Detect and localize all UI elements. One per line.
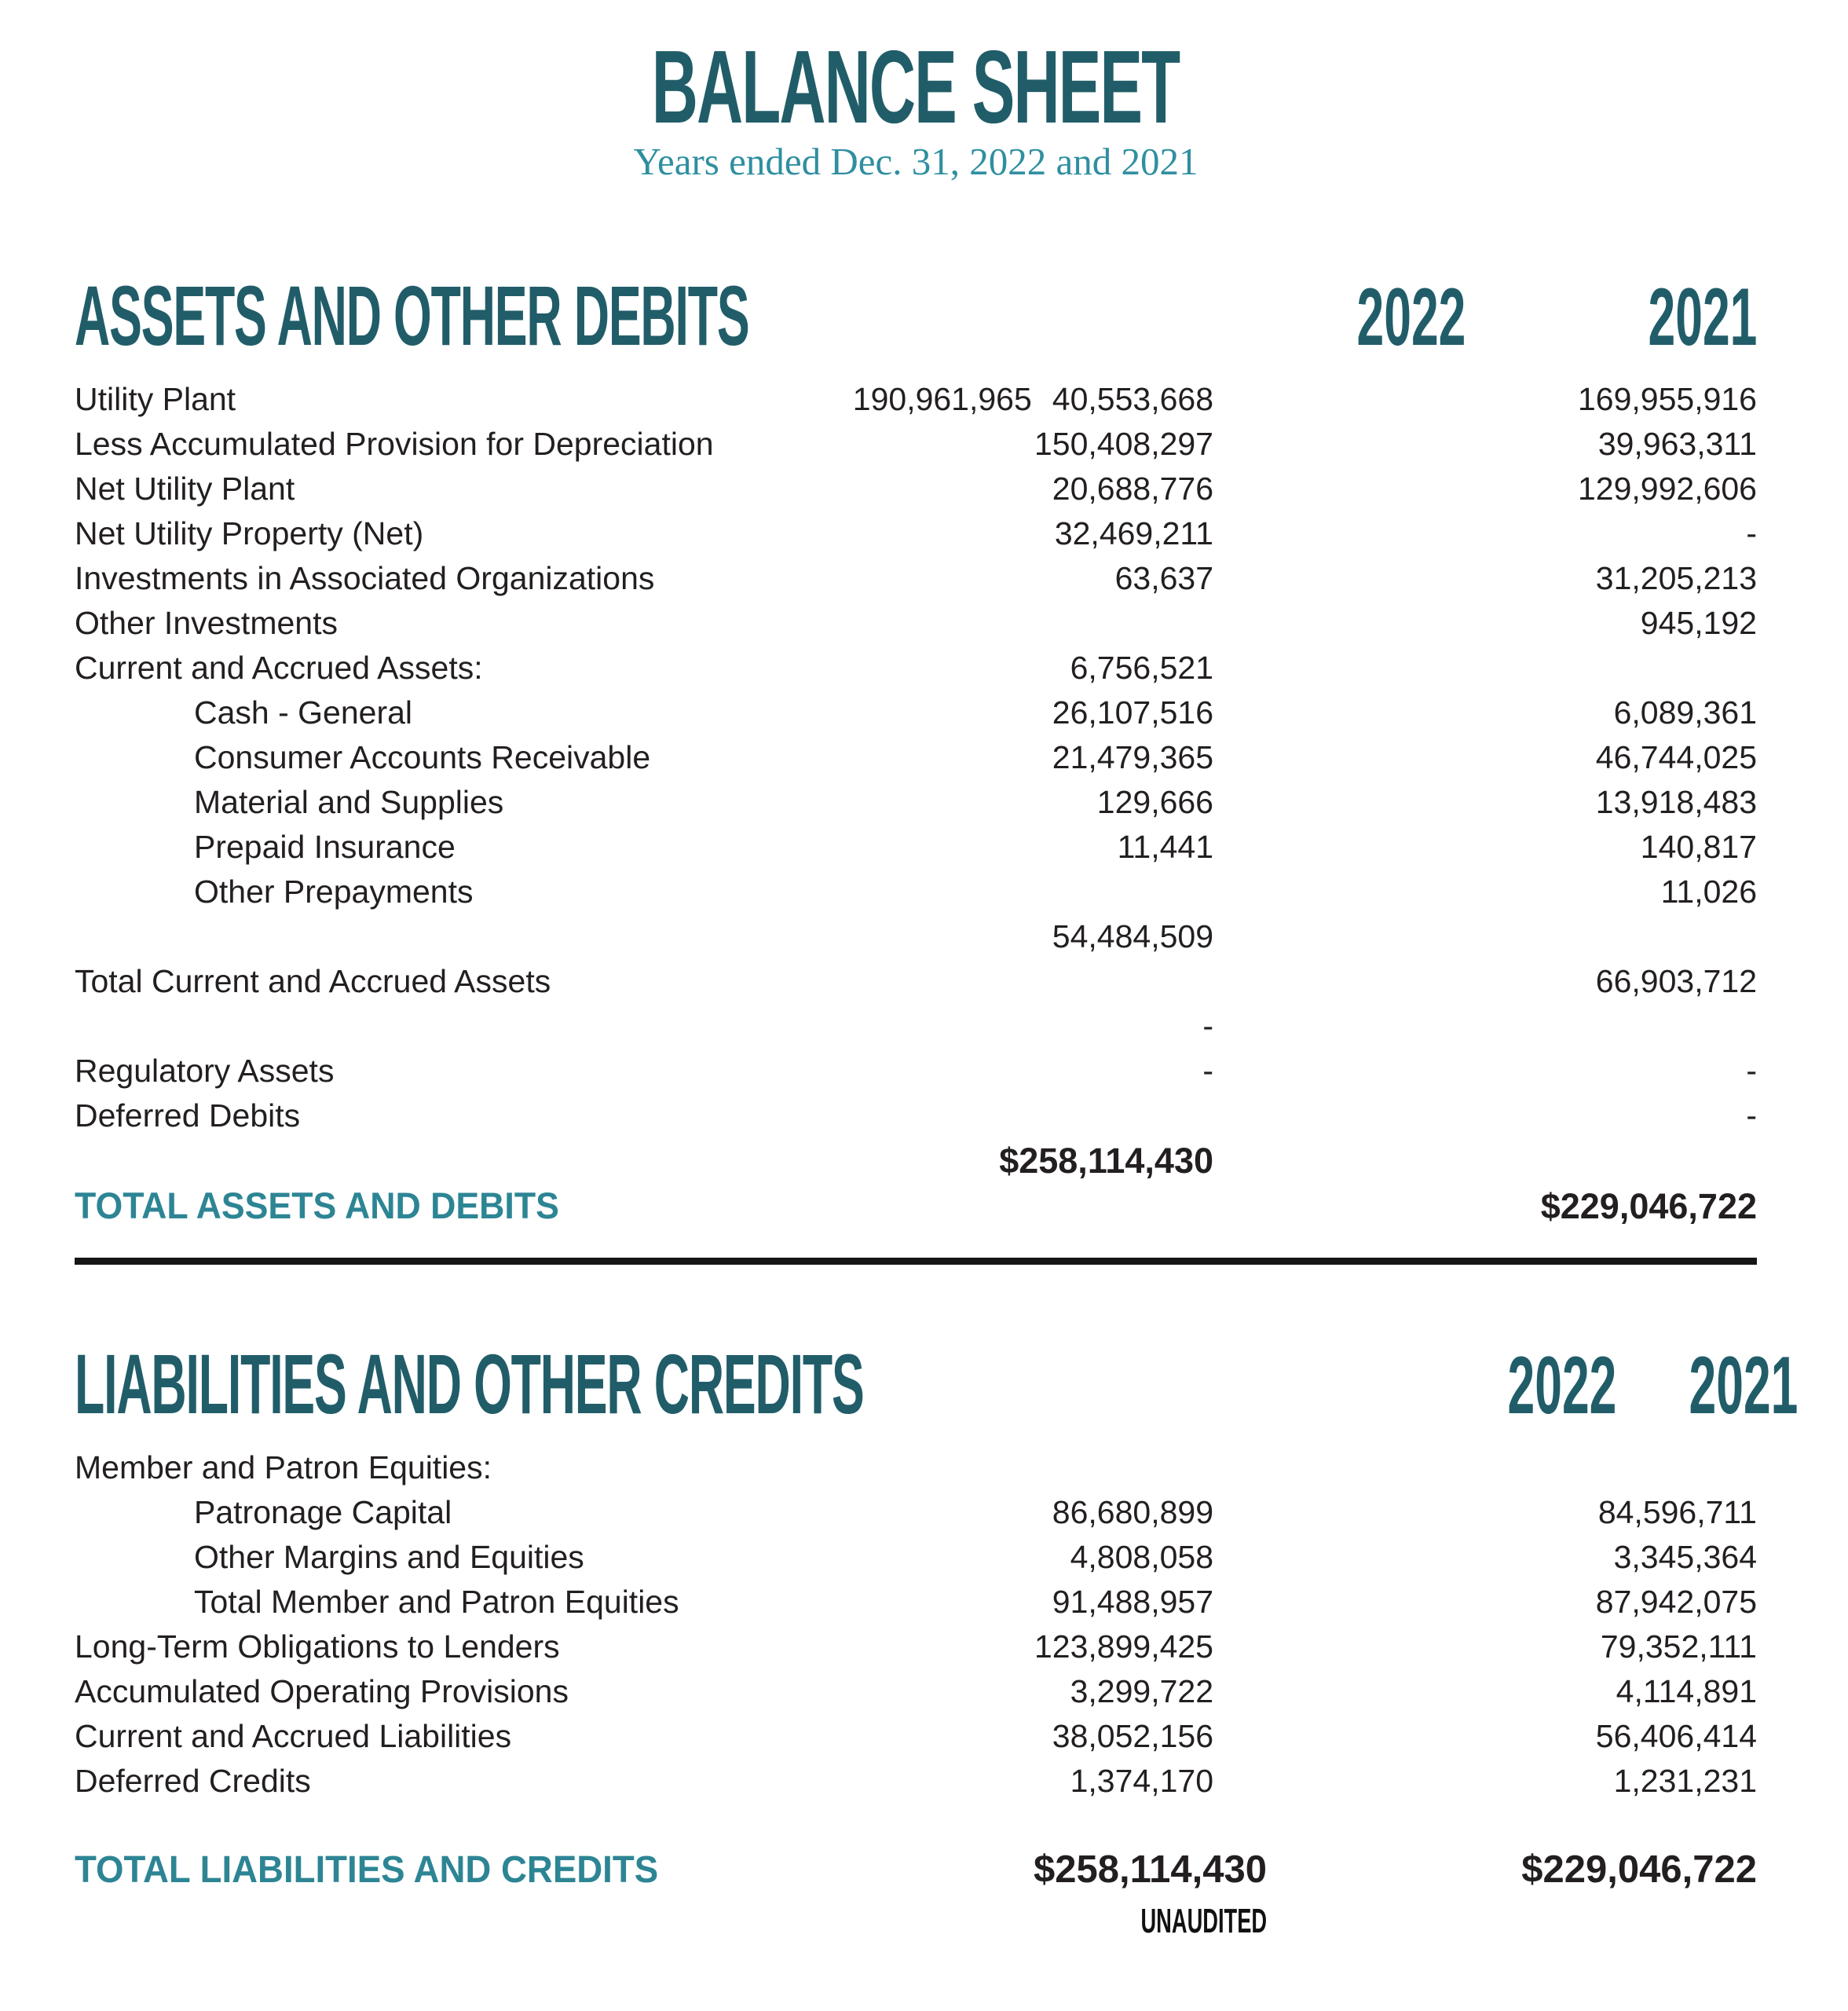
value-2022: 129,666: [1096, 784, 1213, 820]
table-row: [75, 601, 1757, 646]
value-2022: -: [1202, 1053, 1213, 1089]
value-2022-cell: [785, 690, 1213, 735]
value-2021: 6,089,361: [1613, 694, 1757, 731]
value-2022-cell: [785, 1669, 1213, 1714]
value-2022: 1,374,170: [1070, 1763, 1213, 1799]
table-row: [75, 780, 1757, 825]
value-2021-cell: [1213, 1669, 1757, 1714]
table-row: [75, 377, 1757, 422]
table-row: [75, 1049, 1757, 1093]
value-2021-cell: [1213, 601, 1757, 646]
value-2021-cell: [1213, 1490, 1757, 1535]
value-2021: 84,596,711: [1597, 1494, 1757, 1530]
value-2021-cell: [1213, 1093, 1757, 1138]
value-2022: 150,408,297: [1034, 426, 1213, 462]
liabilities-total-2022: $258,114,430: [1033, 1848, 1267, 1891]
value-2021-cell: [1213, 735, 1757, 780]
row-label: Deferred Debits: [75, 1097, 301, 1134]
row-label: Deferred Credits: [75, 1763, 311, 1799]
value-2021: 46,744,025: [1595, 739, 1757, 775]
footer-row: [75, 1903, 1757, 1940]
value-2021-cell: [1213, 1535, 1757, 1580]
liabilities-section-header: [75, 1336, 1799, 1431]
value-2022-cell: [785, 825, 1213, 870]
liabilities-total-2021: $229,046,722: [1521, 1848, 1757, 1891]
assets-heading: ASSETS AND OTHER DEBITS: [75, 268, 749, 363]
row-label: Utility Plant: [75, 381, 236, 417]
row-label: Total Current and Accrued Assets: [75, 963, 551, 999]
row-label: Material and Supplies: [194, 784, 504, 820]
value-2021-cell: [1213, 1625, 1757, 1669]
table-row: [75, 511, 1757, 556]
value-2022: 123,899,425: [1034, 1628, 1213, 1665]
value-2021-cell: [1213, 780, 1757, 825]
section-divider: [75, 1258, 1757, 1265]
value-2021: 3,345,364: [1613, 1539, 1757, 1575]
liabilities-total-2021-cell: [1213, 1848, 1757, 1892]
value-2022: 86,680,899: [1052, 1494, 1213, 1530]
value-2022-cell: [785, 1004, 1213, 1049]
table-row: [75, 1759, 1757, 1804]
table-row: [75, 1183, 1757, 1228]
value-2022-cell: [785, 1535, 1213, 1580]
value-2022: 21,479,365: [1052, 739, 1213, 775]
value-2022: $258,114,430: [999, 1141, 1213, 1181]
value-2022-cell: [785, 556, 1213, 601]
row-label: Regulatory Assets: [75, 1053, 335, 1089]
liabilities-heading: LIABILITIES AND OTHER CREDITS: [75, 1336, 864, 1431]
value-2021: 39,963,311: [1597, 426, 1757, 462]
row-label: Total Member and Patron Equities: [194, 1584, 679, 1620]
value-2022-left: 190,961,965: [852, 381, 1032, 417]
value-2021: $229,046,722: [1540, 1186, 1757, 1226]
value-2022-cell: [785, 1138, 1213, 1183]
row-label: Investments in Associated Organizations: [75, 560, 655, 596]
value-2022: 91,488,957: [1052, 1584, 1213, 1620]
unaudited-cell: [785, 1902, 1267, 1940]
unaudited-label: UNAUDITED: [1140, 1902, 1267, 1940]
table-row: [75, 1490, 1757, 1535]
table-row: [75, 1445, 1757, 1490]
value-2022-cell: [785, 467, 1213, 511]
table-row: [75, 914, 1757, 959]
table-row: [75, 1625, 1757, 1669]
value-2021-cell: [1213, 422, 1757, 467]
value-2022-cell: [785, 646, 1213, 690]
value-2021: 4,114,891: [1616, 1673, 1757, 1709]
value-2021-cell: [1213, 1580, 1757, 1625]
table-row: [75, 959, 1757, 1004]
row-label: Net Utility Property (Net): [75, 515, 424, 551]
value-2022: 6,756,521: [1070, 650, 1213, 686]
value-2022: 38,052,156: [1052, 1718, 1213, 1754]
page-title: BALANCE SHEET: [652, 29, 1180, 145]
footer-spacer: [75, 1903, 785, 1940]
table-row: [75, 1535, 1757, 1580]
value-2022: 4,808,058: [1070, 1539, 1213, 1575]
row-label: TOTAL ASSETS AND DEBITS: [75, 1185, 559, 1226]
table-row: [75, 1580, 1757, 1625]
row-label: Other Prepayments: [194, 874, 474, 910]
table-row: [75, 825, 1757, 870]
value-2022-cell: [785, 1625, 1213, 1669]
value-2022: -: [1202, 1008, 1213, 1044]
value-2022: 26,107,516: [1052, 694, 1213, 731]
value-2021-cell: [1213, 1184, 1757, 1230]
value-2022-cell: [785, 511, 1213, 556]
assets-section-header: [75, 268, 1757, 363]
liabilities-total-2022-cell: [785, 1848, 1267, 1892]
value-2022: 63,637: [1114, 560, 1213, 596]
row-label: Current and Accrued Liabilities: [75, 1718, 512, 1754]
row-label: Member and Patron Equities:: [75, 1449, 492, 1485]
value-2022: 32,469,211: [1054, 515, 1213, 551]
liabilities-table: [75, 1445, 1757, 1804]
value-2021: -: [1746, 1053, 1757, 1089]
value-2021-cell: [1213, 1714, 1757, 1759]
value-2022-cell: [785, 422, 1213, 467]
value-2022-cell: [785, 735, 1213, 780]
row-label: Cash - General: [194, 694, 413, 731]
value-2021-cell: [1213, 825, 1757, 870]
row-label: Other Investments: [75, 605, 338, 641]
value-2021-cell: [1213, 959, 1757, 1004]
liabilities-total-label: TOTAL LIABILITIES AND CREDITS: [75, 1849, 659, 1891]
row-label: Consumer Accounts Receivable: [194, 739, 651, 775]
value-2021-cell: [1213, 1049, 1757, 1093]
value-2022: 54,484,509: [1052, 918, 1213, 954]
value-2021: 1,231,231: [1613, 1763, 1757, 1799]
value-2022: 40,553,668: [1052, 381, 1213, 417]
row-label: Prepaid Insurance: [194, 829, 456, 865]
value-2021: 56,406,414: [1595, 1718, 1757, 1754]
value-2021: 140,817: [1640, 829, 1757, 865]
value-2022: 3,299,722: [1070, 1673, 1213, 1709]
value-2021-cell: [1213, 467, 1757, 511]
table-row: [75, 556, 1757, 601]
value-2022: 20,688,776: [1052, 471, 1213, 507]
table-row: [75, 735, 1757, 780]
page-subtitle: Years ended Dec. 31, 2022 and 2021: [633, 140, 1198, 183]
value-2022-cell: [785, 780, 1213, 825]
value-2021: 31,205,213: [1595, 560, 1757, 596]
value-2021: -: [1746, 515, 1757, 551]
assets-heading-wrap: [75, 268, 1237, 363]
value-2021-cell: [1213, 377, 1757, 422]
value-2022-cell: [785, 1049, 1213, 1093]
table-row: [75, 467, 1757, 511]
value-2022-cell: [785, 914, 1213, 959]
table-row: [75, 870, 1757, 914]
value-2022: 11,441: [1117, 829, 1213, 865]
table-row: [75, 422, 1757, 467]
assets-col-2021-header: 2021: [1648, 272, 1757, 363]
row-label: Current and Accrued Assets:: [75, 650, 483, 686]
value-2021: 79,352,111: [1600, 1628, 1757, 1665]
value-2022-cell: [785, 1490, 1213, 1535]
liabilities-heading-wrap: [75, 1336, 1435, 1431]
value-2022-cell: [785, 377, 1213, 422]
value-2021: 11,026: [1660, 874, 1757, 910]
assets-table: [75, 377, 1757, 1228]
table-row: [75, 1138, 1757, 1183]
liabilities-total-row: [75, 1848, 1757, 1896]
table-row: [75, 1669, 1757, 1714]
liabilities-col-2022-header: 2022: [1507, 1340, 1617, 1431]
value-2021-cell: [1213, 556, 1757, 601]
value-2021: -: [1746, 1097, 1757, 1134]
table-row: [75, 1093, 1757, 1138]
row-label: Long-Term Obligations to Lenders: [75, 1628, 560, 1665]
value-2021-cell: [1213, 1759, 1757, 1804]
table-row: [75, 1004, 1757, 1049]
row-label: Patronage Capital: [194, 1494, 452, 1530]
value-2021-cell: [1213, 870, 1757, 914]
table-row: [75, 690, 1757, 735]
value-2022-cell: [785, 1714, 1213, 1759]
row-label: Net Utility Plant: [75, 471, 295, 507]
title-block: [75, 29, 1757, 183]
value-2021: 129,992,606: [1577, 471, 1757, 507]
footer-right-spacer: [1213, 1903, 1757, 1940]
liabilities-col-2021-header: 2021: [1689, 1340, 1799, 1431]
value-2021: 66,903,712: [1595, 963, 1757, 999]
value-2021: 87,942,075: [1595, 1584, 1757, 1620]
value-2022-cell: [785, 1759, 1213, 1804]
value-2021: 945,192: [1640, 605, 1757, 641]
value-2021: 13,918,483: [1595, 784, 1757, 820]
value-2021: 169,955,916: [1577, 381, 1757, 417]
table-row: [75, 646, 1757, 690]
assets-col-2022-header: 2022: [1356, 272, 1466, 363]
value-2021-cell: [1213, 511, 1757, 556]
row-label: Accumulated Operating Provisions: [75, 1673, 569, 1709]
row-label: Less Accumulated Provision for Depreciation: [75, 426, 714, 462]
table-row: [75, 1714, 1757, 1759]
value-2022-cell: [785, 1580, 1213, 1625]
value-2021-cell: [1213, 690, 1757, 735]
row-label: Other Margins and Equities: [194, 1539, 584, 1575]
